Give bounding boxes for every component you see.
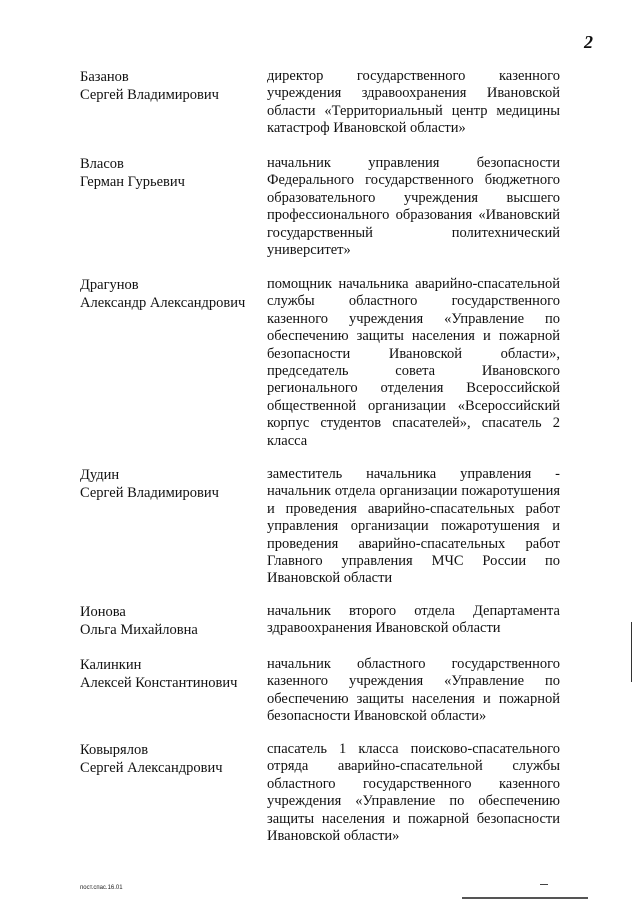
scan-artifact-tick bbox=[540, 884, 548, 885]
surname: Калинкин bbox=[80, 657, 142, 673]
person-name bbox=[80, 68, 260, 104]
position-description: заместитель начальника управления - начальник отдела организации пожаротушения и проведения аварийно-спасательных работ управления организации пожаротушения и проведения аварийно-спасательных работ Главного управления МЧС России по Ивановской области bbox=[267, 466, 560, 587]
given-names: Сергей Владимирович bbox=[80, 485, 219, 501]
person-name bbox=[80, 155, 260, 191]
scan-artifact-right-edge bbox=[631, 622, 632, 682]
position-description: помощник начальника аварийно-спасательной службы областного государственного казенного учреждения «Управление по обеспечению защиты населения и пожарной безопасности Ивановской области», председатель совета Ивановского регионального отделения Всероссийской общественной организации «Всероссийский корпус студентов спасателей», спасатель 2 класса bbox=[267, 276, 560, 449]
given-names: Сергей Александрович bbox=[80, 760, 223, 776]
scan-artifact-bottom-line bbox=[462, 897, 588, 899]
position-description: спасатель 1 класса поисково-спасательного отряда аварийно-спасательной службы областного государственного казенного учреждения «Управление по обеспечению защиты населения и пожарной безопасности Ивановской области» bbox=[267, 741, 560, 845]
surname: Ковырялов bbox=[80, 742, 149, 758]
surname: Дудин bbox=[80, 467, 120, 483]
person-name bbox=[80, 741, 260, 777]
given-names: Сергей Владимирович bbox=[80, 87, 219, 103]
footer-code: пост.спас.16.01 bbox=[80, 885, 123, 891]
given-names: Алексей Константинович bbox=[80, 675, 238, 691]
position-description: директор государственного казенного учреждения здравоохранения Ивановской области «Территориальный центр медицины катастроф Ивановской области» bbox=[267, 68, 560, 137]
page-number: 2 bbox=[584, 32, 593, 52]
position-description: начальник управления безопасности Федерального государственного бюджетного образовательного учреждения высшего профессионального образования «Ивановский государственный политехнический университет» bbox=[267, 155, 560, 259]
surname: Власов bbox=[80, 156, 124, 172]
person-name bbox=[80, 276, 260, 312]
given-names: Герман Гурьевич bbox=[80, 174, 185, 190]
given-names: Ольга Михайловна bbox=[80, 622, 198, 638]
person-name bbox=[80, 603, 260, 639]
position-description: начальник областного государственного казенного учреждения «Управление по обеспечению защиты населения и пожарной безопасности Ивановской области» bbox=[267, 656, 560, 725]
surname: Драгунов bbox=[80, 277, 139, 293]
surname: Ионова bbox=[80, 604, 126, 620]
person-name bbox=[80, 466, 260, 502]
surname: Базанов bbox=[80, 69, 129, 85]
position-description: начальник второго отдела Департамента здравоохранения Ивановской области bbox=[267, 603, 560, 637]
given-names: Александр Александрович bbox=[80, 295, 246, 311]
person-name bbox=[80, 656, 260, 692]
